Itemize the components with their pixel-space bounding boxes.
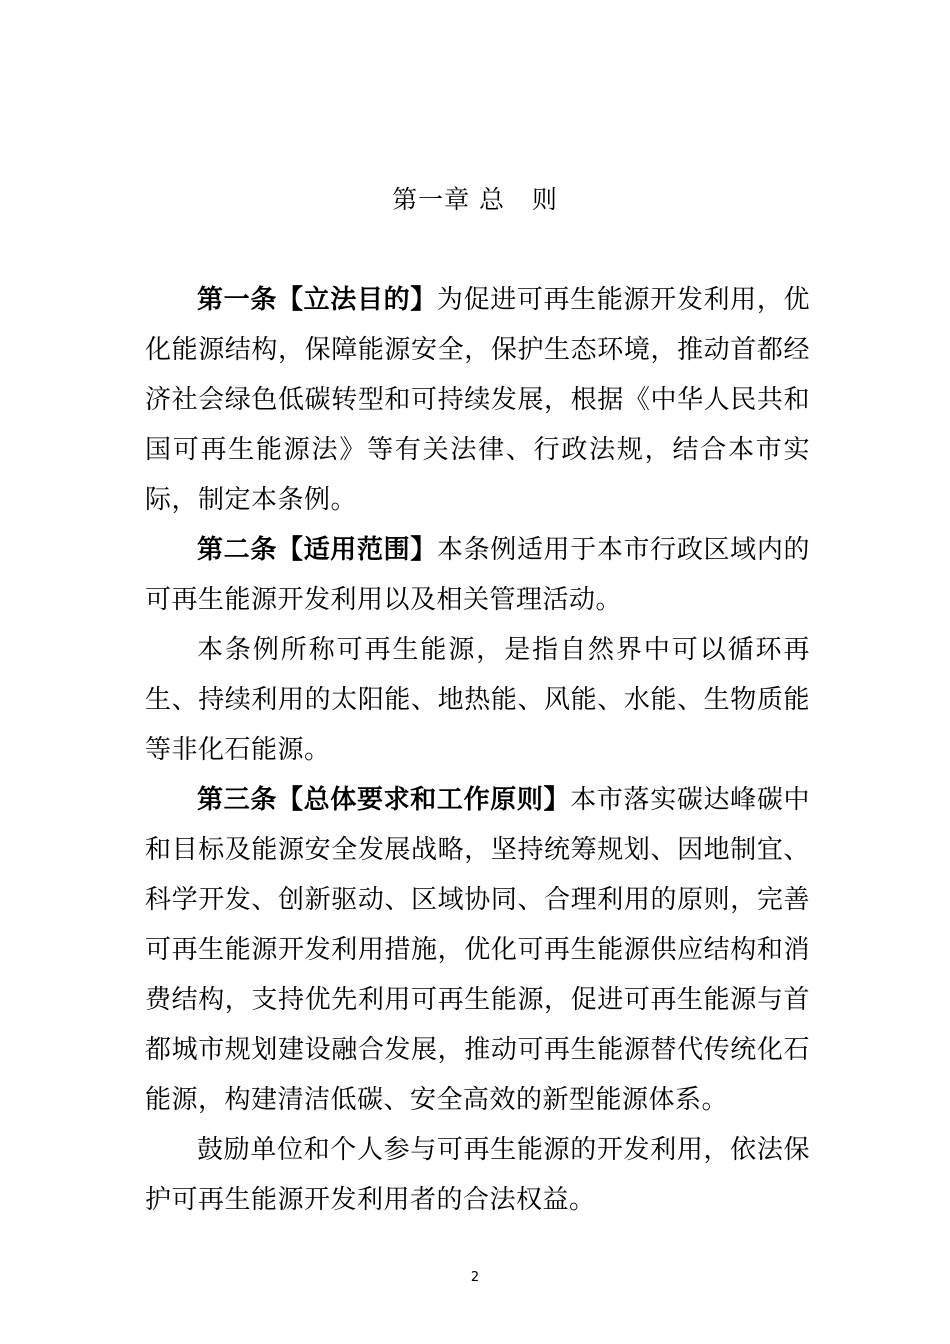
article-3-encouragement-text: 鼓励单位和个人参与可再生能源的开发利用，依法保护可再生能源开发利用者的合法权益。 xyxy=(145,1135,810,1215)
article-2-text: 本条例适用于本市行政区域内的可再生能源开发利用以及相关管理活动。 xyxy=(145,535,810,615)
paragraph-article-1 xyxy=(145,275,810,525)
chapter-title: 第一章 总 则 xyxy=(392,185,558,214)
article-3-label: 第三条【总体要求和工作原则】 xyxy=(197,785,571,815)
article-3-text: 本市落实碳达峰碳中和目标及能源安全发展战略，坚持统筹规划、因地制宜、科学开发、创新驱动、区域协同、合理利用的原则，完善可再生能源开发利用措施，优化可再生能源供应结构和消费结构，支持优先利用可再生能源，促进可再生能源与首都城市规划建设融合发展，推动可再生能源替代传统化石能源，构建清洁低碳、安全高效的新型能源体系。 xyxy=(145,785,810,1115)
article-2-label: 第二条【适用范围】 xyxy=(197,535,437,565)
paragraph-article-3 xyxy=(145,775,810,1125)
document-body xyxy=(145,275,810,1225)
paragraph-article-2 xyxy=(145,525,810,625)
paragraph-article-3-encouragement xyxy=(145,1125,810,1225)
article-1-text: 为促进可再生能源开发利用，优化能源结构，保障能源安全，保护生态环境，推动首都经济社会绿色低碳转型和可持续发展，根据《中华人民共和国可再生能源法》等有关法律、行政法规，结合本市实际，制定本条例。 xyxy=(145,285,810,515)
article-2-definition-text: 本条例所称可再生能源，是指自然界中可以循环再生、持续利用的太阳能、地热能、风能、水能、生物质能等非化石能源。 xyxy=(145,635,810,765)
paragraph-article-2-definition xyxy=(145,625,810,775)
article-1-label: 第一条【立法目的】 xyxy=(197,285,437,315)
page-number: 2 xyxy=(470,1270,480,1285)
